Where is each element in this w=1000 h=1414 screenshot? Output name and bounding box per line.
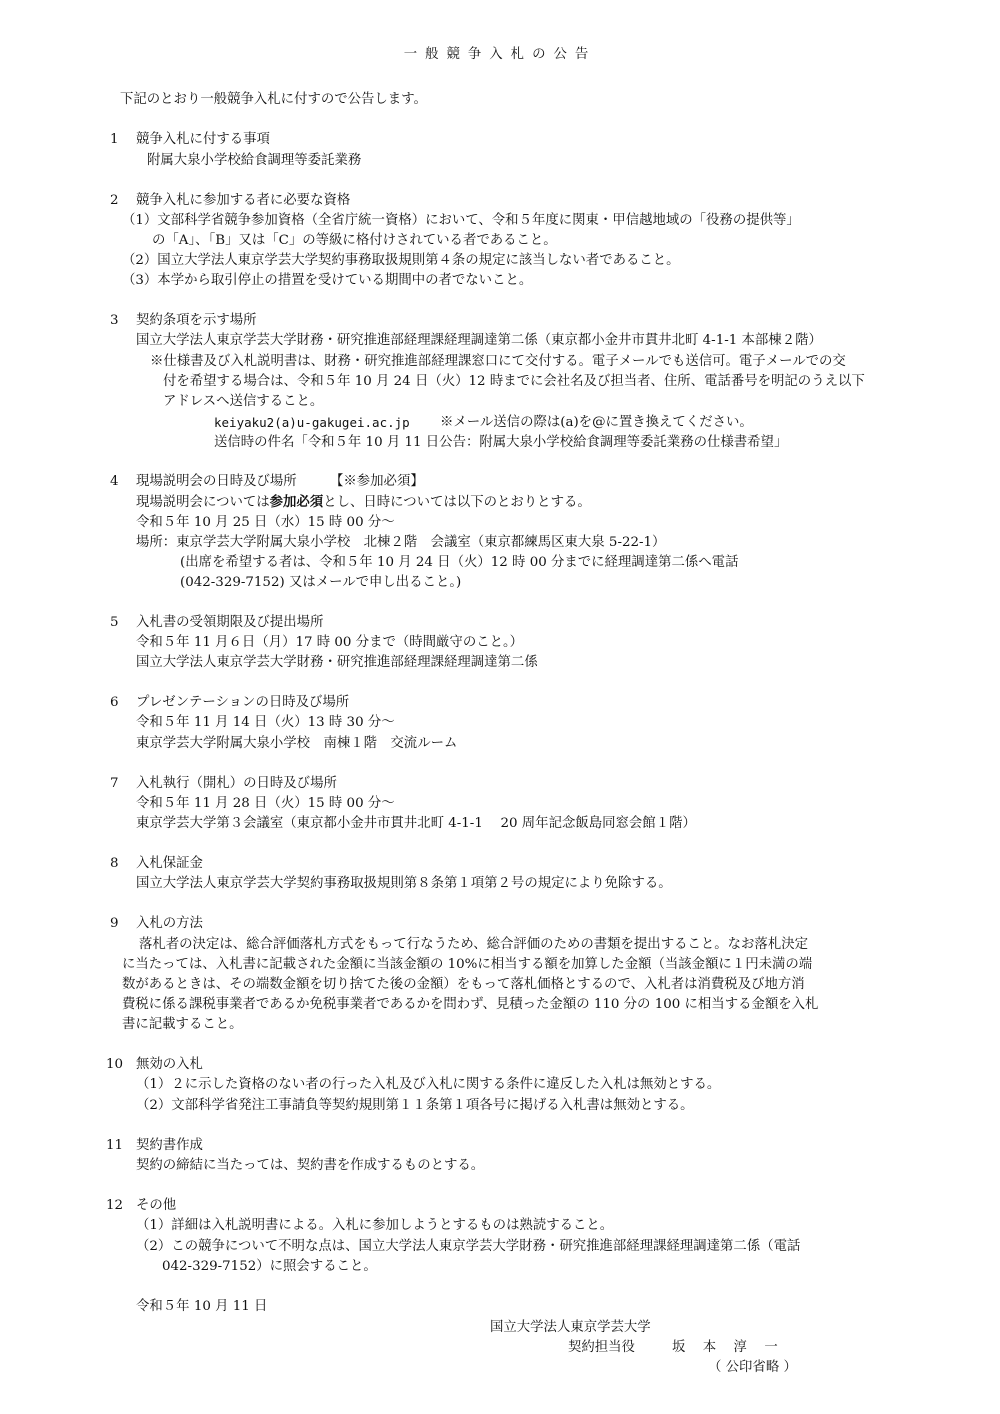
section-12-item-2: （2）この競争について不明な点は、国立大学法人東京学芸大学財務・研究推進部経理課経理調達第二係（電話 (136, 1239, 801, 1254)
section-2-item-2: （2）国立大学法人東京学芸大学契約事務取扱規則第４条の規定に該当しない者であること。 (122, 253, 680, 268)
section-7-place: 東京学芸大学第３会議室（東京都小金井市貫井北町 4-1-1 20 周年記念飯島同窓会館１階） (136, 816, 696, 831)
section-8-number: 8 (110, 856, 119, 871)
section-7-heading: 入札執行（開札）の日時及び場所 (136, 776, 337, 791)
issuer-organization: 国立大学法人東京学芸大学 (490, 1320, 651, 1335)
section-12-number: 12 (106, 1198, 124, 1213)
section-3-subject: 送信時の件名「令和５年 10 月 11 日公告：附属大泉小学校給食調理等委託業務の仕様書希望」 (214, 435, 788, 450)
section-5-deadline: 令和５年 11 月６日（月）17 時 00 分まで（時間厳守のこと。） (136, 635, 524, 650)
section-4-required-bold: 参加必須 (269, 494, 324, 510)
section-5-number: 5 (110, 615, 119, 630)
section-6-datetime: 令和５年 11 月 14 日（火）13 時 30 分～ (136, 715, 395, 730)
section-1-heading: 競争入札に付する事項 (136, 132, 270, 147)
section-4-note-1: (出席を希望する者は、令和５年 10 月 24 日（火）12 時 00 分までに経理調達第二係へ電話 (180, 555, 739, 570)
section-4-number: 4 (110, 474, 119, 489)
section-2-number: 2 (110, 193, 119, 208)
section-1-number: 1 (110, 132, 119, 147)
section-9-number: 9 (110, 916, 119, 931)
section-4-line-1a: 現場説明会については (136, 495, 270, 510)
issuer-role: 契約担当役 (568, 1340, 635, 1355)
section-4-place: 場所：東京学芸大学附属大泉小学校 北棟２階 会議室（東京都練馬区東大泉 5-22-1） (136, 535, 666, 550)
section-8-heading: 入札保証金 (136, 856, 203, 871)
section-4-note-2: (042-329-7152) 又はメールで申し出ること。) (180, 575, 462, 590)
section-10-item-1: （1）２に示した資格のない者の行った入札及び入札に関する条件に違反した入札は無効とする。 (136, 1077, 721, 1092)
section-7-datetime: 令和５年 11 月 28 日（火）15 時 00 分～ (136, 796, 395, 811)
section-11-body: 契約の締結に当たっては、契約書を作成するものとする。 (136, 1158, 485, 1173)
section-4-line-1 (136, 492, 591, 513)
section-9-line-4: 費税に係る課税事業者であるか免税事業者であるかを問わず、見積った金額の 110 分の 100 に相当する金額を入札 (122, 997, 819, 1012)
section-3-email-note: ※メール送信の際は(a)を@に置き換えてください。 (440, 415, 753, 430)
section-2-item-3: （3）本学から取引停止の措置を受けている期間中の者でないこと。 (122, 273, 533, 288)
section-11-heading: 契約書作成 (136, 1138, 203, 1153)
section-9-line-3: 数があるときは、その端数金額を切り捨てた後の金額）をもって落札価格とするので、入札者は消費税及び地方消 (122, 977, 805, 992)
section-3-note-2: 付を希望する場合は、令和５年 10 月 24 日（火）12 時までに会社名及び担当者、住所、電話番号を明記のうえ以下 (163, 374, 865, 389)
section-10-heading: 無効の入札 (136, 1057, 203, 1072)
section-12-item-2-cont: 042-329-7152）に照会すること。 (162, 1259, 377, 1274)
section-10-number: 10 (106, 1057, 124, 1072)
section-2-heading: 競争入札に参加する者に必要な資格 (136, 193, 351, 208)
section-12-heading: その他 (136, 1198, 177, 1213)
notice-date: 令和５年 10 月 11 日 (136, 1299, 268, 1314)
section-3-location: 国立大学法人東京学芸大学財務・研究推進部経理課経理調達第二係（東京都小金井市貫井北町 4-1-1 本部棟２階） (136, 333, 822, 348)
section-5-place: 国立大学法人東京学芸大学財務・研究推進部経理課経理調達第二係 (136, 655, 538, 670)
section-2-item-1: （1）文部科学省競争参加資格（全省庁統一資格）において、令和５年度に関東・甲信越地域の「役務の提供等」 (122, 213, 800, 228)
section-2-item-1-cont: の「A」、「B」又は「C」の等級に格付けされている者であること。 (152, 233, 557, 248)
section-4-datetime: 令和５年 10 月 25 日（水）15 時 00 分～ (136, 515, 395, 530)
section-1-body: 附属大泉小学校給食調理等委託業務 (147, 153, 362, 168)
document-title: 一般競争入札の公告 (403, 47, 597, 62)
section-5-heading: 入札書の受領期限及び提出場所 (136, 615, 324, 630)
section-4-required-tag: 【※参加必須】 (330, 474, 424, 489)
seal-omitted-note: （ 公印省略 ） (708, 1360, 797, 1375)
section-4-heading: 現場説明会の日時及び場所 (136, 474, 297, 489)
section-9-line-2: に当たっては、入札書に記載された金額に当該金額の 10%に相当する額を加算した金額（当該金額に１円未満の端 (122, 957, 813, 972)
intro-text: 下記のとおり一般競争入札に付すので公告します。 (120, 92, 427, 107)
section-9-line-5: 書に記載すること。 (122, 1017, 243, 1032)
section-3-note-1: ※仕様書及び入札説明書は、財務・研究推進部経理課窓口にて交付する。電子メールでも送信可。電子メールでの交 (150, 354, 846, 369)
section-6-heading: プレゼンテーションの日時及び場所 (136, 695, 350, 710)
section-6-number: 6 (110, 695, 119, 710)
section-9-line-1: 落札者の決定は、総合評価落札方式をもって行なうため、総合評価のための書類を提出すること。なお落札決定 (139, 937, 808, 952)
section-4-line-1c: とし、日時については以下のとおりとする。 (323, 495, 591, 510)
section-3-heading: 契約条項を示す場所 (136, 313, 257, 328)
section-12-item-1: （1）詳細は入札説明書による。入札に参加しようとするものは熟読すること。 (136, 1218, 614, 1233)
section-8-body: 国立大学法人東京学芸大学契約事務取扱規則第８条第１項第２号の規定により免除する。 (136, 876, 672, 891)
section-11-number: 11 (106, 1138, 124, 1153)
section-9-heading: 入札の方法 (136, 916, 203, 931)
section-3-email: keiyaku2(a)u-gakugei.ac.jp (214, 415, 410, 430)
section-6-place: 東京学芸大学附属大泉小学校 南棟１階 交流ルーム (136, 736, 458, 751)
section-3-number: 3 (110, 313, 119, 328)
issuer-name: 坂 本 淳 一 (672, 1340, 780, 1355)
section-3-note-3: アドレスへ送信すること。 (163, 394, 324, 409)
section-10-item-2: （2）文部科学省発注工事請負等契約規則第１１条第１項各号に掲げる入札書は無効とする。 (136, 1098, 694, 1113)
section-7-number: 7 (110, 776, 119, 791)
